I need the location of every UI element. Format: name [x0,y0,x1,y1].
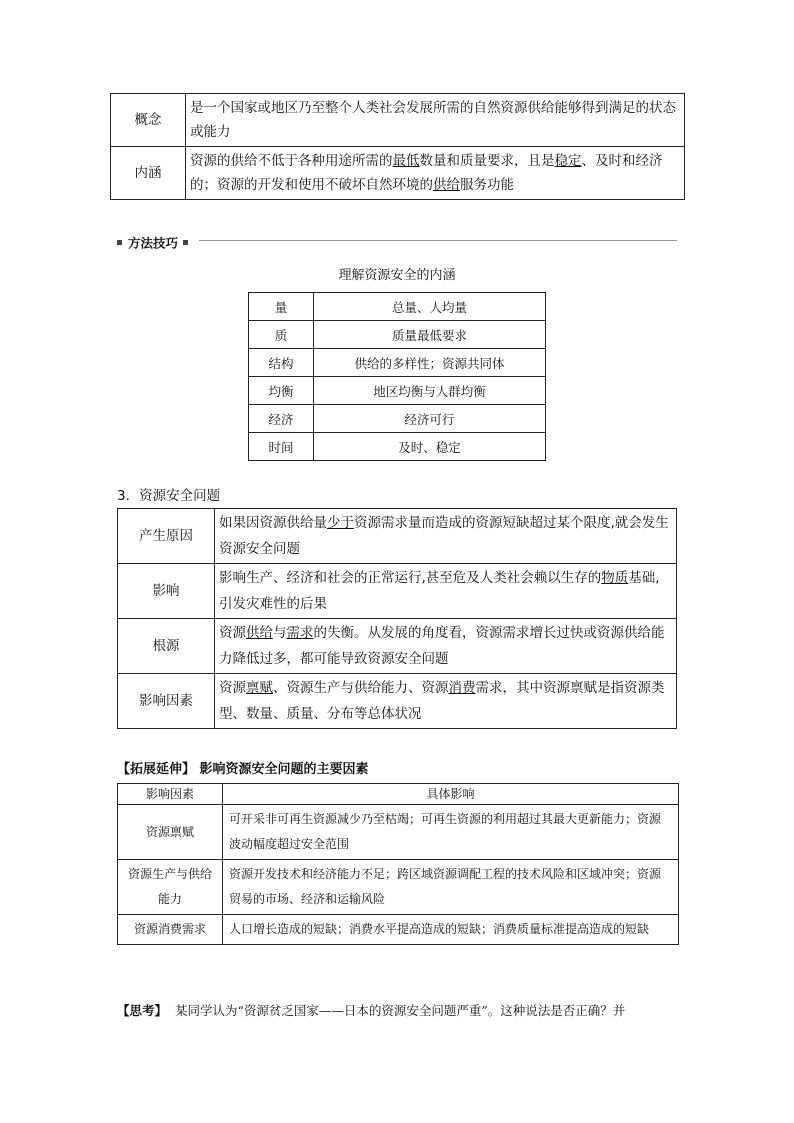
concept-table [110,93,685,200]
table-row [111,94,685,147]
method-table-caption: 理解资源安全的内涵 [338,268,456,283]
table-row: 资源生产与供给能力 资源开发技术和经济能力不足；跨区域资源调配工程的技术风险和区域冲突；资源贸易的市场、经济和运输风险 [118,860,679,915]
table-row: 影响因素 资源禀赋、资源生产与供给能力、资源消费需求，其中资源禀赋是指资源类型、数量、质量、分布等总体状况 [118,674,677,729]
table-header-row: 影响因素 具体影响 [118,784,679,805]
extension-heading: 【拓展延伸】 影响资源安全问题的主要因素 [117,762,369,777]
extension-table [117,783,679,945]
thinking-question: 【思考】 某同学认为“资源贫乏国家——日本的资源安全问题严重”。这种说法是否正确？并 [117,1003,626,1018]
table-row: 产生原因 如果因资源供给量少于资源需求量而造成的资源短缺超过某个限度,就会发生资源安全问题 [118,509,677,564]
table-row: 结构 供给的多样性；资源共同体 [249,349,546,377]
table-row: 量 总量、人均量 [249,293,546,321]
concept-text: 是一个国家或地区乃至整个人类社会发展所需的自然资源供给能够得到满足的状态或能力 [186,94,685,147]
table-row [111,147,685,200]
connotation-text: 资源的供给不低于各种用途所需的最低数量和质量要求，且是稳定、及时和经济的；资源的开发和使用不破坏自然环境的供给服务功能 [186,147,685,200]
problem-table [117,508,677,729]
table-row: 均衡 地区均衡与人群均衡 [249,377,546,405]
divider [199,240,677,241]
section-heading: 3．资源安全问题 [117,488,221,504]
method-table [248,292,546,461]
concept-label: 概念 [111,94,186,147]
table-row: 资源禀赋 可开采非可再生资源减少乃至枯竭；可再生资源的利用超过其最大更新能力；资源波动幅度超过安全范围 [118,805,679,860]
square-bullet-icon [117,240,122,245]
table-row: 质 质量最低要求 [249,321,546,349]
table-row: 影响 影响生产、经济和社会的正常运行,甚至危及人类社会赖以生存的物质基础,引发灾难性的后果 [118,564,677,619]
method-section-heading: 方法技巧 [117,232,677,250]
table-row: 经济 经济可行 [249,405,546,433]
square-bullet-icon [183,240,188,245]
table-row: 资源消费需求 人口增长造成的短缺；消费水平提高造成的短缺；消费质量标准提高造成的短缺 [118,915,679,945]
table-row: 时间 及时、稳定 [249,433,546,461]
connotation-label: 内涵 [111,147,186,200]
table-row: 根源 资源供给与需求的失衡。从发展的角度看，资源需求增长过快或资源供给能力降低过多，都可能导致资源安全问题 [118,619,677,674]
